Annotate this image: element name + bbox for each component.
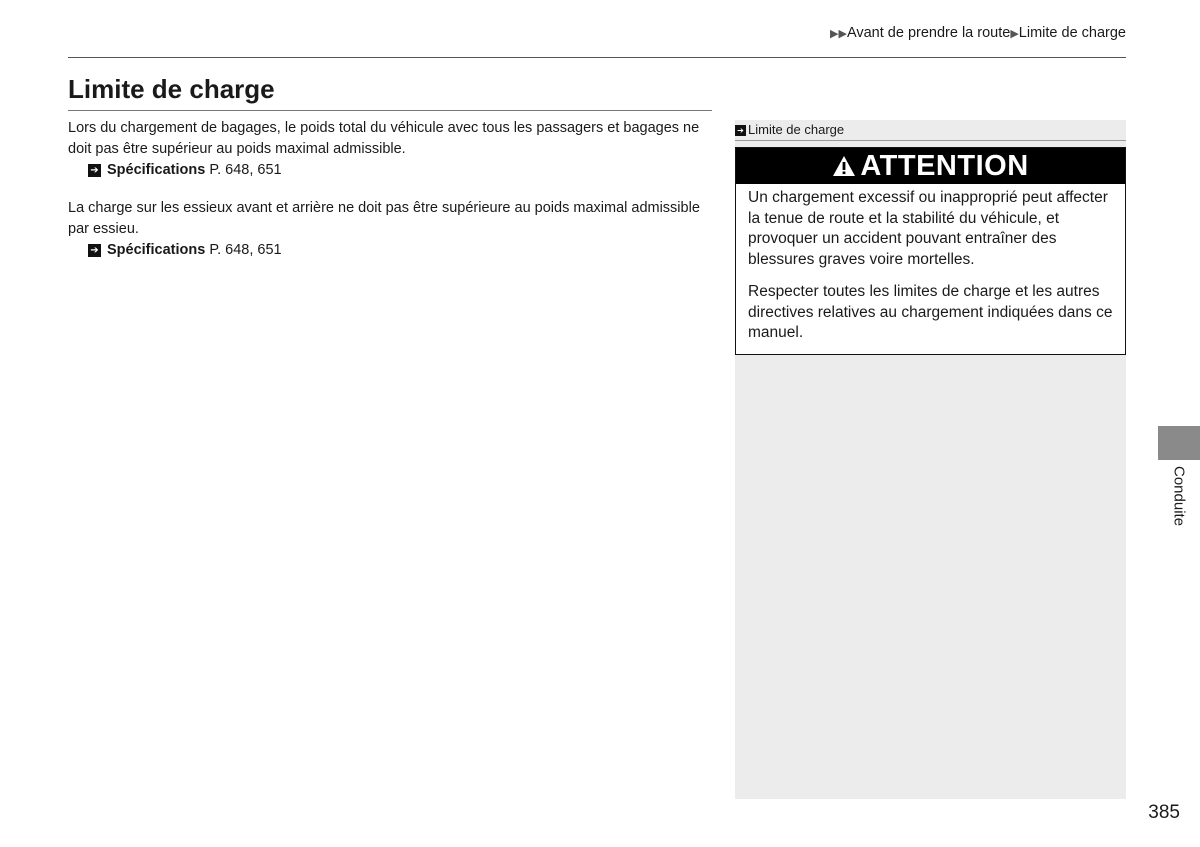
- title-divider: [68, 110, 712, 111]
- spec-reference-link[interactable]: [68, 240, 713, 261]
- attention-box: [735, 147, 1126, 355]
- header-divider: [68, 57, 1126, 58]
- breadcrumb: [830, 25, 1126, 41]
- sidebar-heading-text: Limite de charge: [748, 122, 845, 137]
- ref-pages: P. 648, 651: [209, 162, 282, 178]
- ref-title: Spécifications: [107, 242, 206, 258]
- breadcrumb-section[interactable]: Avant de prendre la route: [846, 25, 1011, 41]
- paragraph-total-weight: Lors du chargement de bagages, le poids total du véhicule avec tous les passagers et bagages ne doit pas être supérieur au poids maximal admissible.: [68, 120, 700, 157]
- page-title: Limite de charge: [68, 74, 275, 104]
- attention-body: [736, 184, 1125, 344]
- breadcrumb-arrow-icon: ▶: [1010, 28, 1019, 40]
- ref-title: Spécifications: [107, 162, 206, 178]
- chapter-tab-label: Conduite: [1170, 466, 1188, 527]
- spec-reference-link[interactable]: [68, 160, 713, 181]
- breadcrumb-arrow-icon: ▶▶: [830, 28, 847, 40]
- warning-triangle-icon: [832, 155, 856, 177]
- sidebar: [735, 120, 1126, 799]
- reference-arrow-icon: ➔: [88, 244, 101, 257]
- reference-arrow-icon: ➔: [88, 164, 101, 177]
- breadcrumb-current: Limite de charge: [1018, 25, 1126, 41]
- paragraph-axle-load: La charge sur les essieux avant et arrière ne doit pas être supérieure au poids maximal admissible par essieu.: [68, 200, 700, 237]
- sidebar-heading: [735, 120, 1126, 141]
- attention-paragraph: Respecter toutes les limites de charge et les autres directives relatives au chargement indiquées dans ce manuel.: [748, 283, 1113, 341]
- attention-paragraph: Un chargement excessif ou inapproprié peut affecter la tenue de route et la stabilité du véhicule, et provoquer un accident pouvant entraîner des blessures graves voire mortelles.: [748, 189, 1108, 268]
- page-number: 385: [1148, 802, 1180, 823]
- main-content: [68, 118, 713, 261]
- chapter-tab-marker: [1158, 426, 1200, 460]
- attention-banner: [736, 148, 1125, 184]
- attention-label: ATTENTION: [860, 149, 1029, 182]
- ref-pages: P. 648, 651: [209, 242, 282, 258]
- sidebar-reference-icon: ➔: [735, 125, 746, 136]
